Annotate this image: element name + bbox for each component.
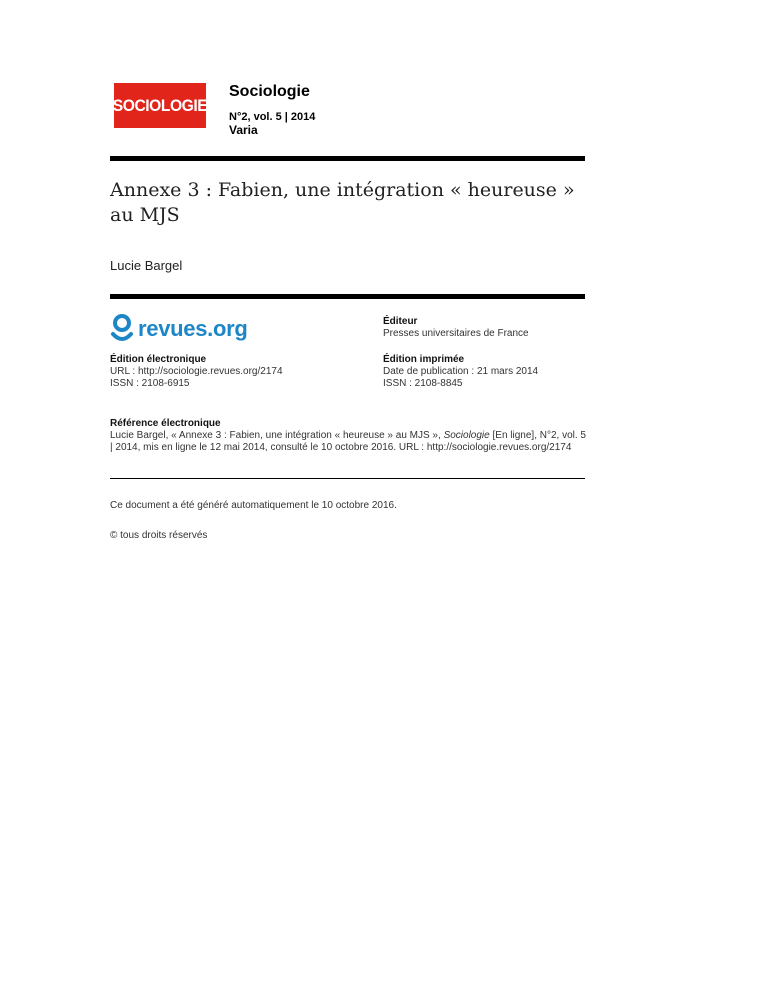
rights-note: © tous droits réservés [110,530,208,541]
article-title: Annexe 3 : Fabien, une intégration « heureuse » au MJS [110,179,575,226]
edition-electronique-heading: Édition électronique [110,354,207,365]
reference-text-after: [En ligne], N°2, vol. 5 | 2014, mis en ligne le 12 mai 2014, consulté le 10 octobre 2016. URL : http://sociologie.revues.org/2174 [110,430,586,453]
editeur-heading: Éditeur [383,316,418,327]
reference-block [110,418,590,454]
edition-electronique-url[interactable]: URL : http://sociologie.revues.org/2174 [110,366,283,377]
journal-logo-text: SOCIOLOGIE [112,95,208,115]
edition-imprimee-heading: Édition imprimée [383,354,465,365]
edition-imprimee-issn: ISSN : 2108-8845 [383,378,463,389]
editeur-block [383,316,529,340]
author-divider [110,294,585,299]
reference-text [110,430,590,454]
edition-imprimee-block [383,354,538,390]
edition-imprimee-date: Date de publication : 21 mars 2014 [383,366,539,377]
reference-journal: Sociologie [443,430,490,441]
issue-info: N°2, vol. 5 | 2014 [229,111,316,123]
article-author: Lucie Bargel [110,258,183,273]
edition-electronique-block [110,354,283,390]
edition-electronique-issn: ISSN : 2108-6915 [110,378,190,389]
reference-text-before: Lucie Bargel, « Annexe 3 : Fabien, une intégration « heureuse » au MJS », [110,430,444,441]
header-divider [110,156,585,161]
revues-org-wordmark: revues.org [138,316,248,341]
editeur-name: Presses universitaires de France [383,328,529,339]
generated-note: Ce document a été généré automatiquement le 10 octobre 2016. [110,500,397,511]
section-name: Varia [229,123,258,137]
revues-org-mark-icon [110,314,134,344]
reference-divider [110,478,585,479]
reference-heading: Référence électronique [110,418,221,429]
journal-logo [114,83,206,128]
journal-title: Sociologie [229,83,310,100]
revues-org-logo[interactable] [110,314,248,344]
